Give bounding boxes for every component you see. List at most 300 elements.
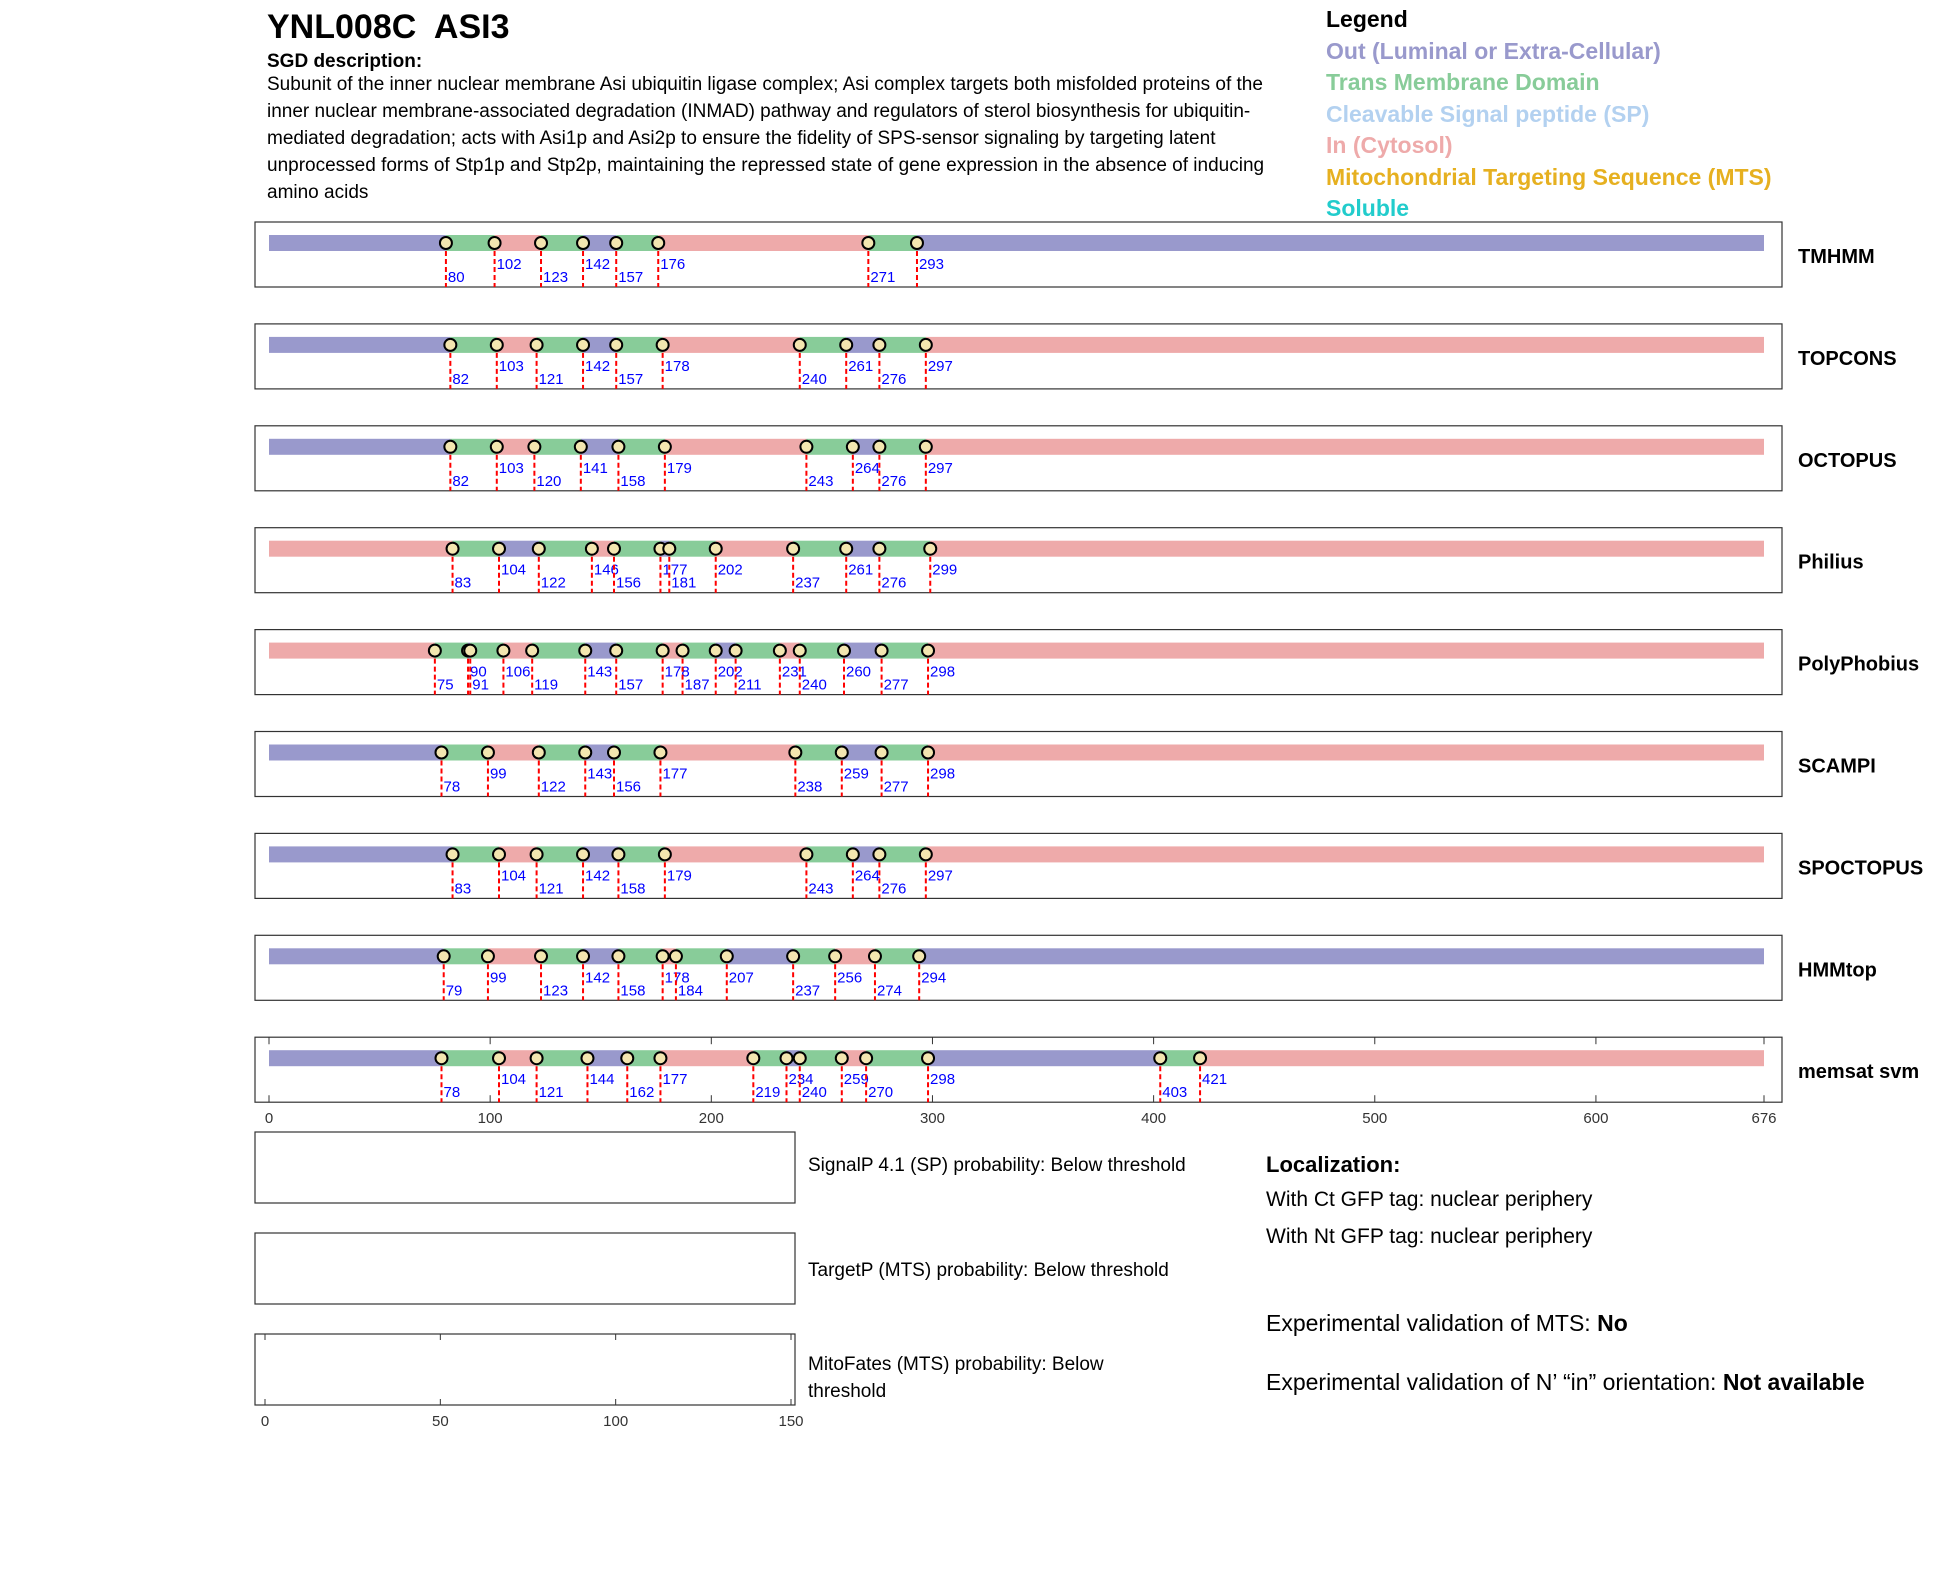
legend-item-mts: Mitochondrial Targeting Sequence (MTS) [1326, 164, 1772, 190]
boundary-label: 103 [498, 459, 524, 477]
boundary-label: 79 [445, 982, 463, 1000]
track-philius [255, 528, 1864, 593]
boundary-marker [922, 747, 934, 759]
localization-title: Localization: [1266, 1152, 1401, 1177]
segment-tm [537, 1050, 588, 1066]
boundary-marker [800, 441, 812, 453]
boundary-label: 240 [801, 1084, 827, 1102]
boundary-label: 299 [932, 561, 958, 579]
boundary-marker [876, 645, 888, 657]
page-title: YNL008C ASI3 [267, 8, 510, 46]
boundary-marker [781, 1052, 793, 1064]
boundary-label: 276 [881, 370, 907, 388]
boundary-marker [876, 747, 888, 759]
segment-in [269, 541, 453, 557]
boundary-marker [535, 237, 547, 249]
model-name: TMHMM [1798, 246, 1875, 268]
boundary-marker [800, 848, 812, 860]
boundary-marker [710, 543, 722, 555]
boundary-marker [922, 1052, 934, 1064]
boundary-label: 293 [918, 256, 945, 273]
boundary-marker [482, 747, 494, 759]
boundary-label: 102 [496, 256, 522, 273]
boundary-marker [586, 543, 598, 555]
boundary-marker [847, 848, 859, 860]
boundary-marker [873, 339, 885, 351]
boundary-marker [836, 1052, 848, 1064]
boundary-marker [610, 237, 622, 249]
boundary-marker [533, 747, 545, 759]
model-name: SCAMPI [1798, 755, 1876, 778]
boundary-label: 144 [589, 1071, 615, 1089]
segment-in [930, 541, 1764, 557]
boundary-label: 256 [837, 969, 863, 987]
targetp-label: TargetP (MTS) probability: Below threshold [808, 1260, 1169, 1281]
boundary-label: 276 [881, 880, 907, 898]
boundary-marker [862, 237, 874, 249]
boundary-label: 162 [629, 1084, 655, 1102]
boundary-label: 104 [501, 867, 527, 885]
boundary-marker [535, 950, 547, 962]
boundary-marker [608, 747, 620, 759]
model-name: TOPCONS [1798, 347, 1897, 370]
boundary-marker [794, 645, 806, 657]
boundary-label: 141 [582, 459, 608, 477]
boundary-label: 276 [881, 574, 907, 592]
boundary-label: 143 [587, 765, 613, 783]
segment-in [660, 745, 795, 761]
legend-title: Legend [1326, 6, 1408, 32]
boundary-label: 99 [489, 969, 507, 987]
model-name: memsat svm [1798, 1061, 1920, 1084]
boundary-label: 237 [795, 982, 821, 1000]
boundary-label: 80 [447, 269, 465, 286]
boundary-marker [612, 848, 624, 860]
boundary-marker [836, 747, 848, 759]
legend-item-soluble: Soluble [1326, 195, 1410, 221]
boundary-label: 259 [843, 765, 869, 783]
boundary-marker [657, 645, 669, 657]
boundary-marker [920, 339, 932, 351]
boundary-marker [829, 950, 841, 962]
x-tick-label: 500 [1362, 1110, 1388, 1128]
boundary-marker [531, 1052, 543, 1064]
segment-tm [868, 235, 917, 251]
track-box [255, 1037, 1782, 1102]
boundary-marker [1194, 1052, 1206, 1064]
boundary-marker [920, 848, 932, 860]
boundary-label: 264 [854, 459, 880, 477]
segment-in [665, 439, 807, 455]
x-tick-label: 200 [698, 1110, 724, 1128]
boundary-marker [464, 645, 476, 657]
probability-box [255, 1233, 795, 1304]
boundary-marker [787, 543, 799, 555]
boundary-marker [577, 237, 589, 249]
boundary-marker [657, 950, 669, 962]
boundary-label: 156 [616, 778, 642, 796]
x-tick-label: 100 [477, 1110, 503, 1128]
boundary-label: 121 [538, 370, 564, 388]
mts-validation-label: Experimental validation of MTS: [1266, 1310, 1598, 1336]
legend-item-out: Out (Luminal or Extra-Cellular) [1326, 38, 1661, 64]
track-spoctopus [255, 833, 1923, 898]
description-text: Subunit of the inner nuclear membrane Asi ubiquitin ligase complex; Asi complex targets both misfolded proteins of the inner nuclear membrane-associated degradation (INMAD) pathway and regulators of sterol biosynthesis for ubiquitin-mediated degradation; acts with Asi1p and Asi2p to ensure the fidelity of SPS-sensor signaling by targeting latent unprocessed forms of Stp1p and Stp2p, maintaining the repressed state of gene expression in the absence of inducing amino acids [267, 74, 1265, 203]
boundary-label: 297 [927, 357, 953, 375]
boundary-label: 240 [801, 370, 827, 388]
boundary-label: 177 [662, 765, 688, 783]
boundary-marker [860, 1052, 872, 1064]
segment-tm [539, 541, 592, 557]
boundary-marker [533, 543, 545, 555]
boundary-marker [840, 339, 852, 351]
segment-tm [676, 948, 727, 964]
segment-out [269, 745, 442, 761]
model-name: Philius [1798, 551, 1864, 574]
segment-tm [866, 1050, 928, 1066]
segment-tm [879, 541, 930, 557]
boundary-label: 207 [728, 969, 754, 987]
prob-tick-label: 0 [260, 1413, 270, 1430]
boundary-label: 261 [848, 357, 874, 375]
boundary-marker [652, 237, 664, 249]
boundary-marker [922, 645, 934, 657]
boundary-label: 270 [868, 1084, 894, 1102]
x-tick-label: 676 [1751, 1110, 1777, 1128]
segment-in [1200, 1050, 1764, 1066]
boundary-label: 187 [684, 676, 710, 694]
boundary-marker [489, 237, 501, 249]
segment-out [269, 846, 453, 862]
track-box [255, 732, 1782, 797]
boundary-label: 179 [666, 867, 692, 885]
boundary-marker [531, 848, 543, 860]
boundary-label: 298 [930, 1071, 956, 1089]
boundary-marker [579, 747, 591, 759]
boundary-marker [493, 543, 505, 555]
boundary-label: 99 [489, 765, 507, 783]
boundary-label: 178 [664, 969, 690, 987]
boundary-label: 261 [848, 561, 874, 579]
boundary-marker [577, 848, 589, 860]
track-box [255, 833, 1782, 898]
boundary-label: 106 [505, 663, 531, 681]
boundary-marker [869, 950, 881, 962]
boundary-label: 177 [662, 1071, 688, 1089]
boundary-label: 158 [620, 472, 646, 490]
boundary-marker [491, 441, 503, 453]
track-topcons [255, 324, 1897, 389]
boundary-marker [913, 950, 925, 962]
boundary-marker [654, 747, 666, 759]
boundary-marker [526, 645, 538, 657]
segment-tm [793, 541, 846, 557]
boundary-marker [847, 441, 859, 453]
boundary-marker [575, 441, 587, 453]
boundary-label: 297 [927, 459, 953, 477]
model-name: SPOCTOPUS [1798, 857, 1924, 880]
boundary-marker [444, 339, 456, 351]
segment-out [269, 439, 450, 455]
boundary-marker [444, 441, 456, 453]
boundary-label: 142 [585, 867, 611, 885]
segment-out [269, 948, 444, 964]
boundary-marker [787, 950, 799, 962]
x-tick-label: 300 [919, 1110, 945, 1128]
boundary-marker [621, 1052, 633, 1064]
boundary-label: 238 [797, 778, 823, 796]
segment-in [269, 643, 435, 659]
boundary-label: 123 [543, 269, 569, 286]
boundary-marker [670, 950, 682, 962]
boundary-marker [440, 237, 452, 249]
boundary-label: 142 [585, 256, 611, 273]
boundary-marker [710, 645, 722, 657]
boundary-label: 90 [470, 663, 487, 681]
segment-tm [532, 643, 585, 659]
boundary-marker [840, 543, 852, 555]
boundary-label: 143 [587, 663, 613, 681]
boundary-label: 231 [781, 663, 807, 681]
boundary-label: 78 [443, 778, 461, 796]
track-box [255, 935, 1782, 1000]
segment-in [926, 439, 1764, 455]
legend-item-in: In (Cytosol) [1326, 132, 1453, 158]
segment-in [928, 643, 1764, 659]
mts-validation-value: No [1597, 1310, 1628, 1336]
mitofates-label: MitoFates (MTS) probability: Below threshold [808, 1354, 1104, 1402]
boundary-marker [577, 339, 589, 351]
boundary-marker [721, 950, 733, 962]
description-label: SGD description: [267, 51, 423, 72]
boundary-label: 277 [883, 778, 909, 796]
boundary-label: 121 [538, 1084, 564, 1102]
boundary-label: 298 [930, 663, 956, 681]
boundary-marker [581, 1052, 593, 1064]
boundary-label: 142 [585, 969, 611, 987]
boundary-label: 421 [1202, 1071, 1228, 1089]
boundary-label: 75 [436, 676, 454, 694]
segment-in [663, 337, 800, 353]
boundary-label: 157 [618, 370, 644, 388]
model-name: HMMtop [1798, 959, 1877, 982]
boundary-label: 271 [870, 269, 896, 286]
boundary-marker [774, 645, 786, 657]
boundary-marker [1154, 1052, 1166, 1064]
boundary-label: 234 [788, 1071, 814, 1089]
segment-out [727, 948, 793, 964]
boundary-label: 240 [801, 676, 827, 694]
boundary-marker [924, 543, 936, 555]
legend-item-sp: Cleavable Signal peptide (SP) [1326, 101, 1650, 127]
boundary-label: 259 [843, 1071, 869, 1089]
boundary-marker [789, 747, 801, 759]
boundary-label: 403 [1162, 1084, 1188, 1102]
boundary-marker [920, 441, 932, 453]
boundary-label: 237 [795, 574, 821, 592]
track-memsat-svm [255, 1037, 1919, 1102]
boundary-label: 179 [666, 459, 692, 477]
boundary-label: 103 [498, 357, 524, 375]
orientation-validation [1266, 1366, 1866, 1399]
boundary-marker [838, 645, 850, 657]
x-tick-label: 0 [264, 1110, 274, 1128]
boundary-marker [610, 645, 622, 657]
legend-item-tm: Trans Membrane Domain [1326, 69, 1600, 95]
boundary-marker [447, 543, 459, 555]
prob-tick-label: 100 [603, 1413, 629, 1430]
prob-tick-label: 50 [431, 1413, 449, 1430]
segment-in [658, 235, 868, 251]
segment-in [660, 1050, 753, 1066]
orientation-validation-value: Not available [1722, 1369, 1865, 1395]
boundary-marker [429, 645, 441, 657]
segment-in [665, 846, 807, 862]
segment-in [488, 745, 539, 761]
track-polyphobius [255, 630, 1919, 695]
track-scampi [255, 732, 1876, 797]
model-name: PolyPhobius [1798, 653, 1920, 676]
boundary-label: 274 [876, 982, 902, 1000]
boundary-label: 178 [664, 357, 690, 375]
boundary-marker [608, 543, 620, 555]
boundary-marker [491, 339, 503, 351]
boundary-marker [911, 237, 923, 249]
boundary-marker [436, 747, 448, 759]
boundary-label: 156 [616, 574, 642, 592]
orientation-validation-label: Experimental validation of N’ “in” orientation: [1266, 1369, 1723, 1395]
boundary-label: 181 [671, 574, 697, 592]
boundary-marker [657, 339, 669, 351]
boundary-label: 298 [930, 765, 956, 783]
boundary-label: 78 [443, 1084, 461, 1102]
boundary-label: 122 [540, 778, 566, 796]
boundary-label: 177 [662, 561, 688, 579]
signalp-label: SignalP 4.1 (SP) probability: Below threshold [808, 1155, 1186, 1176]
boundary-label: 91 [472, 676, 489, 694]
track-octopus [255, 426, 1897, 491]
track-box [255, 528, 1782, 593]
boundary-label: 297 [927, 867, 953, 885]
segment-out [269, 1050, 442, 1066]
localization-nt: With Nt GFP tag: nuclear periphery [1266, 1225, 1593, 1248]
x-tick-label: 600 [1583, 1110, 1609, 1128]
boundary-label: 83 [454, 880, 472, 898]
boundary-marker [677, 645, 689, 657]
boundary-label: 120 [536, 472, 562, 490]
boundary-label: 142 [585, 357, 611, 375]
localization-ct: With Ct GFP tag: nuclear periphery [1266, 1188, 1593, 1211]
segment-out [917, 235, 1764, 251]
boundary-label: 82 [452, 472, 470, 490]
segment-in [928, 745, 1764, 761]
boundary-marker [730, 645, 742, 657]
mts-validation [1266, 1307, 1866, 1340]
boundary-marker [612, 441, 624, 453]
boundary-marker [794, 339, 806, 351]
boundary-label: 104 [501, 561, 527, 579]
segment-out [269, 337, 450, 353]
x-tick-label: 400 [1141, 1110, 1167, 1128]
segment-in [488, 948, 541, 964]
boundary-marker [873, 441, 885, 453]
boundary-marker [493, 1052, 505, 1064]
track-box [255, 222, 1782, 287]
boundary-marker [528, 441, 540, 453]
boundary-marker [663, 543, 675, 555]
segment-out [919, 948, 1764, 964]
boundary-label: 184 [677, 982, 703, 1000]
boundary-label: 176 [660, 256, 686, 273]
segment-tm [446, 235, 495, 251]
boundary-marker [612, 950, 624, 962]
segment-in [926, 846, 1764, 862]
boundary-marker [873, 543, 885, 555]
segment-tm [442, 1050, 500, 1066]
probability-box [255, 1334, 795, 1405]
boundary-label: 157 [618, 269, 644, 286]
probability-box [255, 1132, 795, 1203]
boundary-label: 158 [620, 880, 646, 898]
boundary-marker [659, 848, 671, 860]
boundary-label: 122 [540, 574, 566, 592]
segment-out [269, 235, 446, 251]
boundary-label: 243 [808, 880, 834, 898]
track-hmmtop [255, 935, 1877, 1000]
boundary-marker [436, 1052, 448, 1064]
boundary-label: 82 [452, 370, 470, 388]
boundary-label: 157 [618, 676, 644, 694]
boundary-marker [497, 645, 509, 657]
boundary-label: 121 [538, 880, 564, 898]
boundary-label: 202 [717, 663, 743, 681]
prob-tick-label: 150 [778, 1413, 804, 1430]
track-tmhmm [255, 222, 1875, 287]
boundary-label: 119 [534, 676, 559, 694]
boundary-label: 202 [717, 561, 743, 579]
segment-in [926, 337, 1764, 353]
boundary-label: 219 [755, 1084, 781, 1102]
boundary-label: 211 [737, 676, 762, 694]
segment-in [716, 541, 793, 557]
boundary-label: 276 [881, 472, 907, 490]
boundary-marker [659, 441, 671, 453]
boundary-label: 277 [883, 676, 909, 694]
segment-out [928, 1050, 1160, 1066]
boundary-marker [577, 950, 589, 962]
boundary-label: 243 [808, 472, 834, 490]
boundary-marker [747, 1052, 759, 1064]
track-box [255, 324, 1782, 389]
boundary-label: 264 [854, 867, 880, 885]
model-name: OCTOPUS [1798, 449, 1897, 472]
boundary-label: 83 [454, 574, 472, 592]
boundary-marker [794, 1052, 806, 1064]
boundary-marker [873, 848, 885, 860]
track-box [255, 426, 1782, 491]
boundary-marker [579, 645, 591, 657]
boundary-label: 146 [593, 561, 619, 579]
boundary-label: 178 [664, 663, 690, 681]
boundary-marker [447, 848, 459, 860]
boundary-marker [482, 950, 494, 962]
boundary-label: 294 [921, 969, 947, 987]
boundary-marker [610, 339, 622, 351]
boundary-label: 158 [620, 982, 646, 1000]
boundary-marker [493, 848, 505, 860]
boundary-marker [438, 950, 450, 962]
boundary-label: 260 [846, 663, 872, 681]
